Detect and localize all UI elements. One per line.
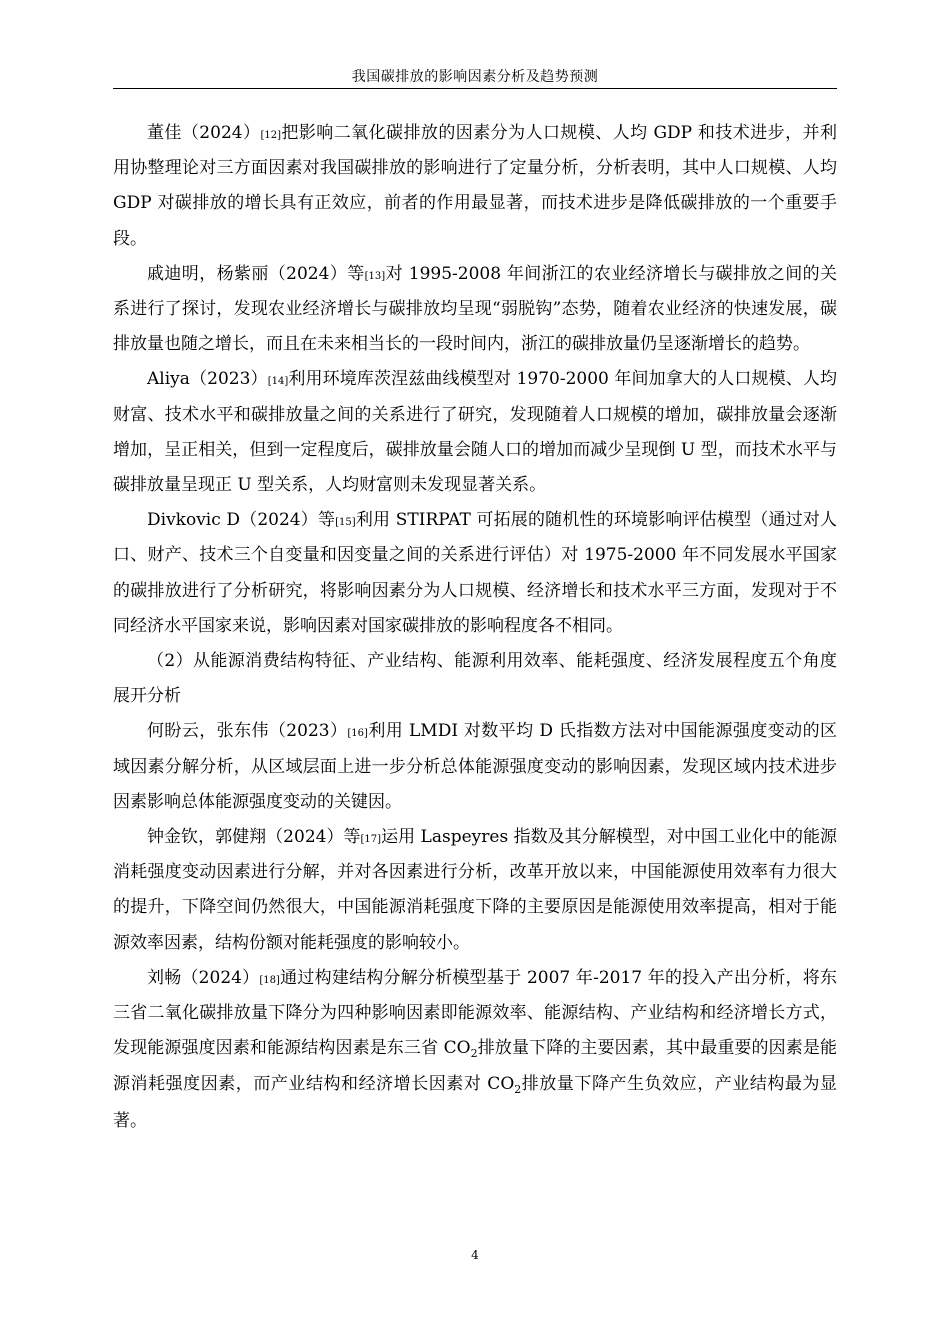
paragraph-text: 利用 STIRPAT 可拓展的随机性的环境影响评估模型（通过对人口、财产、技术三个自变量和因变量之间的关系进行评估）对 1975-2000 年不同发展水平国家的碳排放进行了分析研究，将影响因素分为人口规模、经济增长和技术水平三方面，发现对于不同经济水平国家来说，影响因素对国家碳排放的影响程度各不相同。 — [113, 510, 837, 636]
citation-ref: [13] — [364, 270, 386, 282]
page-number: 4 — [471, 1248, 479, 1262]
paragraph — [113, 257, 837, 363]
paragraph — [113, 362, 837, 503]
paragraph-text: Divkovic D（2024）等 — [147, 510, 336, 531]
citation-ref: [16] — [347, 728, 368, 740]
body-text — [113, 116, 837, 1139]
subscript: 2 — [470, 1047, 478, 1061]
subscript: 2 — [514, 1083, 522, 1097]
paragraph-text: Aliya（2023） — [147, 369, 268, 390]
paragraph — [113, 116, 837, 257]
paragraph — [113, 503, 837, 644]
paragraph-text: 把影响二氧化碳排放的因素分为人口规模、人均 GDP 和技术进步，并利用协整理论对三方面因素对我国碳排放的影响进行了定量分析，分析表明，其中人口规模、人均 GDP 对碳排放的增长具有正效应，前者的作用最显著，而技术进步是降低碳排放的一个重要手段。 — [113, 123, 837, 249]
paragraph-text: 利用 LMDI 对数平均 D 氏指数方法对中国能源强度变动的区域因素分解分析，从区域层面上进一步分析总体能源强度变动的影响因素，发现区域内技术进步因素影响总体能源强度变动的关键因。 — [113, 721, 837, 812]
citation-ref: [14] — [267, 376, 289, 388]
paragraph-text: 对 1995-2008 年间浙江的农业经济增长与碳排放之间的关系进行了探讨，发现农业经济增长与碳排放均呈现“弱脱钩”态势，随着农业经济的快速发展，碳排放量也随之增长，而且在未来相当长的一段时间内，浙江的碳排放量仍呈逐渐增长的趋势。 — [113, 263, 837, 355]
citation-ref: [12] — [260, 130, 281, 141]
paragraph-text: 钟金钦，郭健翔（2024）等 — [147, 827, 361, 848]
citation-ref: [17] — [360, 834, 382, 846]
paragraph — [113, 820, 837, 961]
paragraph-text: 利用环境库茨涅兹曲线模型对 1970-2000 年间加拿大的人口规模、人均财富、技术水平和碳排放量之间的关系进行了研究，发现随着人口规模的增加，碳排放量会逐渐增加，呈正相关，但到一定程度后，碳排放量会随人口的增加而减少呈现倒 U 型，而技术水平与碳排放量呈现正 U 型关系，人均财富则未发现显著关系。 — [113, 369, 838, 496]
section-heading-text: （2）从能源消费结构特征、产业结构、能源利用效率、能耗强度、经济发展程度五个角度展开分析 — [113, 651, 837, 707]
paragraph — [113, 714, 837, 820]
paragraph-text: 戚迪明，杨紫丽（2024）等 — [147, 263, 365, 284]
citation-ref: [18] — [259, 974, 280, 986]
paragraph-text: 董佳（2024） — [147, 123, 261, 143]
section-heading — [113, 644, 837, 714]
running-header: 我国碳排放的影响因素分析及趋势预测 — [351, 69, 599, 85]
paragraph-text: 通过构建结构分解分析模型基于 2007 年-2017 年的投入产出分析，将东三省二氧化碳排放量下降分为四种影响因素即能源效率、能源结构、产业结构和经济增长方式，发现能源强度因素和能源结构因素是东三省 CO — [113, 967, 838, 1059]
paragraph-text: 何盼云，张东伟（2023） — [147, 721, 348, 742]
citation-ref: [15] — [335, 517, 356, 529]
paragraph-text: 运用 Laspeyres 指数及其分解模型，对中国工业化中的能源消耗强度变动因素进行分解，并对各因素进行分析，改革开放以来，中国能源使用效率有力很大的提升，下降空间仍然很大，中国能源消耗强度下降的主要原因是能源使用效率提高，相对于能源效率因素，结构份额对能耗强度的影响较小。 — [113, 827, 838, 953]
header-rule — [113, 88, 837, 89]
paragraph-text: 排放量下降的主要因素，其中最重要的因素是能源消耗强度因素，而产业结构和经济增长因素对 CO — [113, 1038, 838, 1095]
paragraph-text: 排放量下降产生负效应，产业结构最为显著。 — [113, 1074, 837, 1131]
paragraph — [113, 961, 837, 1139]
paragraph-text: 刘畅（2024） — [147, 967, 260, 988]
